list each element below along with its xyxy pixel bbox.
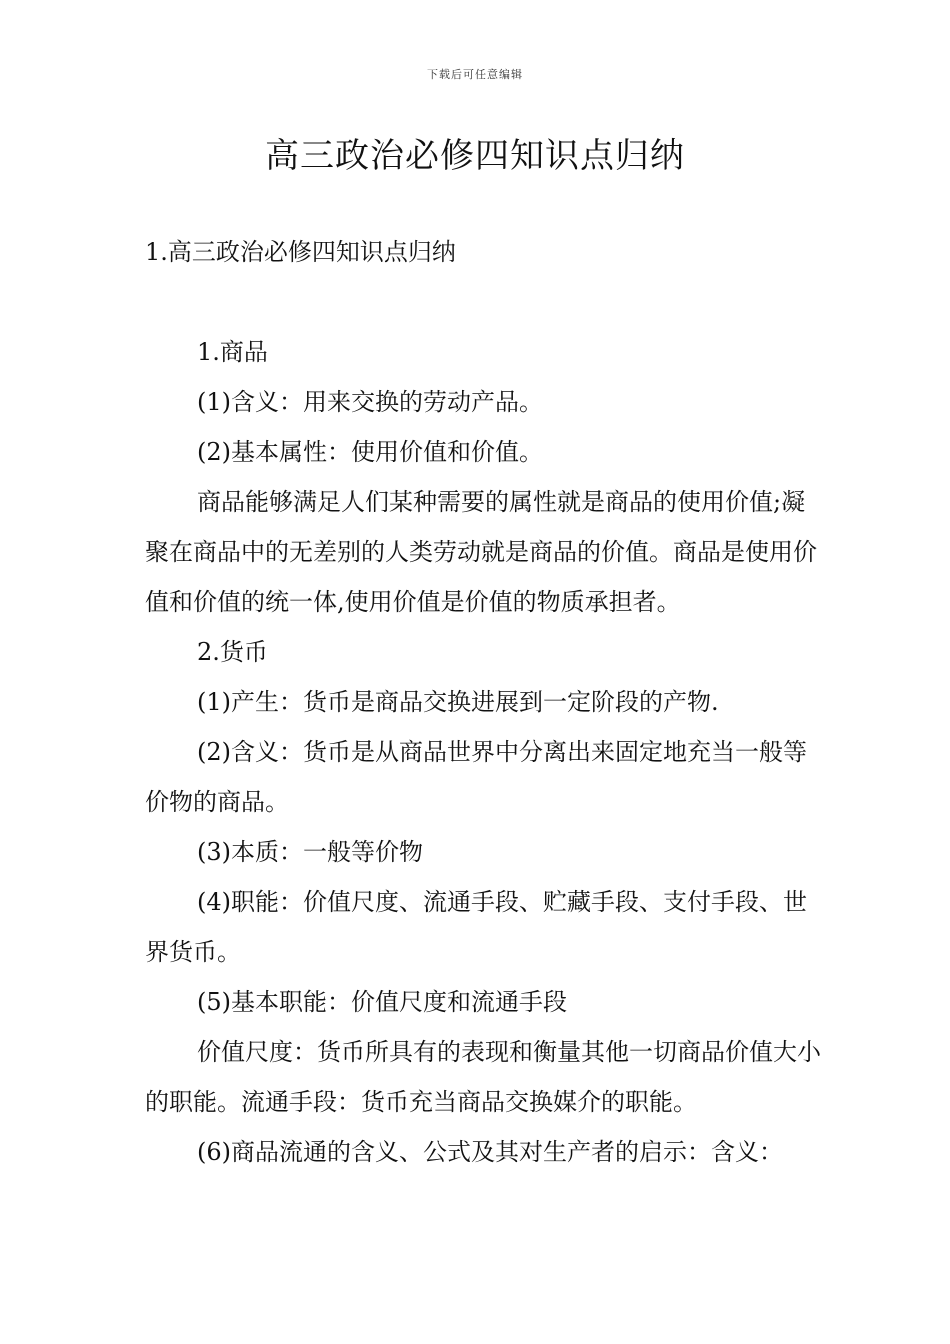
paragraph: (6)商品流通的含义、公式及其对生产者的启示：含义： bbox=[197, 1138, 783, 1166]
paragraph-heading-commodity: 1.商品 bbox=[197, 338, 268, 366]
paragraph: (2)含义：货币是从商品世界中分离出来固定地充当一般等价物的商品。 bbox=[145, 738, 807, 816]
paragraph: (1)产生：货币是商品交换进展到一定阶段的产物. bbox=[197, 688, 719, 716]
paragraph: (5)基本职能：价值尺度和流通手段 bbox=[197, 988, 567, 1016]
paragraph: 价值尺度：货币所具有的表现和衡量其他一切商品价值大小的职能。流通手段：货币充当商品交换媒介的职能。 bbox=[145, 1038, 821, 1116]
paragraph: (3)本质：一般等价物 bbox=[197, 838, 423, 866]
paragraph: (1)含义：用来交换的劳动产品。 bbox=[197, 388, 543, 416]
header-note: 下载后可任意编辑 bbox=[427, 68, 523, 81]
document-title: 高三政治必修四知识点归纳 bbox=[265, 136, 685, 176]
paragraph: (2)基本属性：使用价值和价值。 bbox=[197, 438, 543, 466]
section-heading: 1.高三政治必修四知识点归纳 bbox=[145, 238, 456, 266]
paragraph: 商品能够满足人们某种需要的属性就是商品的使用价值;凝聚在商品中的无差别的人类劳动就是商品的价值。商品是使用价值和价值的统一体,使用价值是价值的物质承担者。 bbox=[145, 488, 817, 616]
document-body bbox=[145, 327, 825, 1177]
paragraph-heading-currency: 2.货币 bbox=[197, 638, 268, 666]
paragraph: (4)职能：价值尺度、流通手段、贮藏手段、支付手段、世界货币。 bbox=[145, 888, 807, 966]
